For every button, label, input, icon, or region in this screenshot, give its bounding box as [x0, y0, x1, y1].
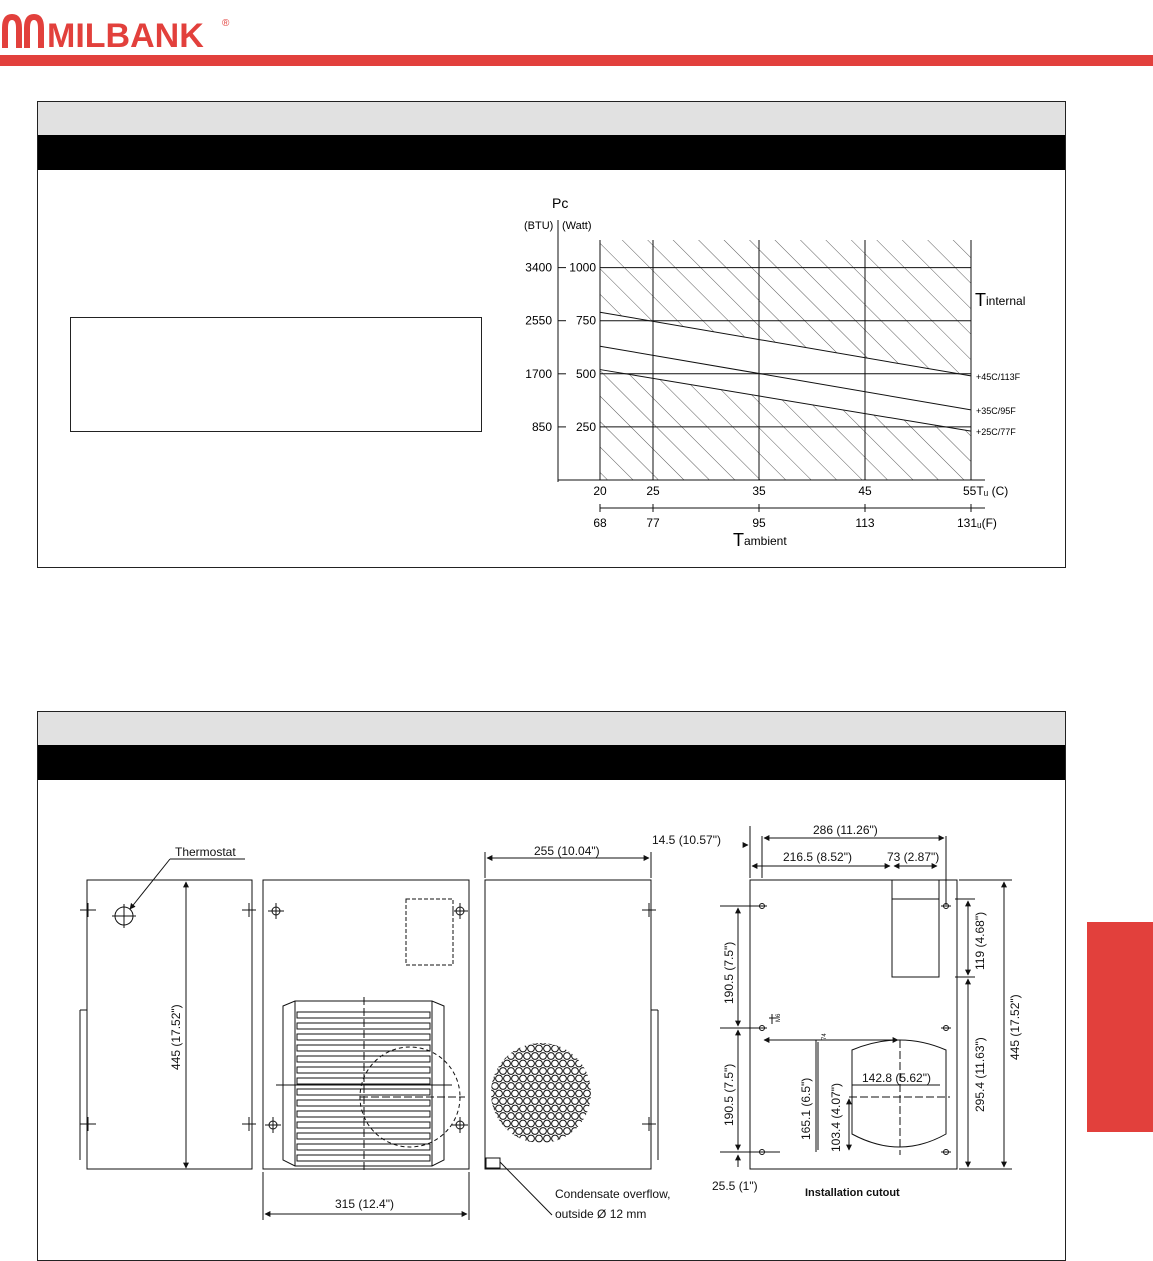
vent-hole [544, 1090, 551, 1097]
vent-hole [592, 1120, 599, 1127]
vent-hole [512, 1075, 519, 1082]
vent-hole [504, 1090, 511, 1097]
vent-hole [584, 1075, 591, 1082]
vent-hole [524, 1053, 531, 1060]
vent-hole [496, 1045, 503, 1052]
vent-hole [560, 1105, 567, 1112]
vent-hole [540, 1068, 547, 1075]
vent-hole [544, 1060, 551, 1067]
vent-hole [500, 1128, 507, 1135]
y-axis-symbol: Pc [552, 195, 569, 211]
vent-hole [500, 1083, 507, 1090]
series-label-0: +45C/113F [976, 371, 1021, 382]
vent-hole [556, 1098, 563, 1105]
vent-hole [504, 1045, 511, 1052]
vent-hole [592, 1045, 599, 1052]
vent-hole [568, 1045, 575, 1052]
vent-hole [492, 1053, 499, 1060]
vent-hole [560, 1060, 567, 1067]
vent-hole [528, 1060, 535, 1067]
vent-hole [564, 1038, 571, 1045]
vent-hole [540, 1113, 547, 1120]
vent-holes [484, 1038, 599, 1142]
series-label-1: +35C/95F [976, 405, 1016, 416]
thermostat-label: Thermostat [175, 845, 236, 859]
performance-panel [37, 101, 1066, 568]
vent-hole [572, 1098, 579, 1105]
x-tick-label-c: 20 [593, 484, 607, 498]
vent-hole [508, 1098, 515, 1105]
vent-hole [500, 1113, 507, 1120]
dim-25-5-label: 25.5 (1") [712, 1179, 758, 1193]
vent-hole [572, 1113, 579, 1120]
vent-hole [588, 1098, 595, 1105]
brand-logo [0, 8, 260, 52]
vent-hole [532, 1098, 539, 1105]
vent-hole [584, 1060, 591, 1067]
vent-hole [584, 1090, 591, 1097]
y-tick-label-watt: 500 [575, 366, 596, 381]
vent-hole [568, 1135, 575, 1142]
vent-hole [492, 1083, 499, 1090]
x-tick-label-f: 77 [646, 516, 660, 530]
vent-hole [552, 1105, 559, 1112]
vent-hole [564, 1068, 571, 1075]
vent-hole [552, 1090, 559, 1097]
y-unit-btu: (BTU) [524, 220, 554, 232]
vent-hole [540, 1038, 547, 1045]
vent-hole [564, 1083, 571, 1090]
vent-hole [528, 1105, 535, 1112]
vent-hole [540, 1128, 547, 1135]
vent-hole [560, 1075, 567, 1082]
vent-hole [560, 1120, 567, 1127]
vent-hole [488, 1135, 495, 1142]
vent-hole [488, 1120, 495, 1127]
dim-190-5-top-label: 190.5 (7.5") [722, 941, 736, 1004]
vent-hole [588, 1068, 595, 1075]
vent-hole [524, 1083, 531, 1090]
vent-hole [524, 1038, 531, 1045]
y-tick-label-watt: 250 [575, 419, 596, 434]
dim-165-1-label: 165.1 (6.5") [799, 1077, 813, 1140]
vent-hole [528, 1045, 535, 1052]
vent-hole [576, 1075, 583, 1082]
series-label-2: +25C/77F [976, 427, 1016, 438]
vent-hole [508, 1053, 515, 1060]
vent-hole [544, 1045, 551, 1052]
vent-hole [544, 1075, 551, 1082]
vent-hole [536, 1045, 543, 1052]
depth-255-label: 255 (10.04") [534, 844, 600, 858]
vent-hole [492, 1068, 499, 1075]
vent-hole [592, 1135, 599, 1142]
left-side-view [80, 859, 256, 1169]
width-315-label: 315 (12.4") [335, 1197, 394, 1211]
vent-hole [512, 1120, 519, 1127]
vent-hole [552, 1135, 559, 1142]
small-mark-1: M6 [776, 1013, 782, 1022]
vent-hole [496, 1075, 503, 1082]
dimension-drawing [0, 780, 1153, 1250]
vent-hole [536, 1060, 543, 1067]
vent-hole [568, 1075, 575, 1082]
vent-hole [524, 1128, 531, 1135]
vent-hole [536, 1135, 543, 1142]
x-tick-label-c: 55Tᵤ (C) [963, 484, 1009, 498]
vent-hole [552, 1120, 559, 1127]
vent-hole [584, 1120, 591, 1127]
y-tick-label-btu: 2550 [525, 313, 552, 328]
vent-hole [572, 1038, 579, 1045]
vent-hole [504, 1060, 511, 1067]
height-445-label: 445 (17.52") [169, 1004, 183, 1070]
vent-hole [564, 1128, 571, 1135]
x-tick-label-c: 45 [858, 484, 872, 498]
vent-hole [512, 1090, 519, 1097]
vent-hole [520, 1090, 527, 1097]
vent-hole [536, 1075, 543, 1082]
vent-hole [580, 1053, 587, 1060]
dim-103-4-label: 103.4 (4.07") [829, 1083, 843, 1152]
vent-hole [532, 1068, 539, 1075]
vent-hole [556, 1068, 563, 1075]
y-tick-label-btu: 3400 [525, 260, 552, 275]
vent-hole [528, 1090, 535, 1097]
vent-hole [496, 1105, 503, 1112]
vent-hole [560, 1135, 567, 1142]
vent-hole [552, 1045, 559, 1052]
vent-hole [592, 1090, 599, 1097]
vent-hole [548, 1128, 555, 1135]
vent-hole [564, 1053, 571, 1060]
vent-hole [552, 1060, 559, 1067]
vent-hole [524, 1098, 531, 1105]
vent-hole [548, 1098, 555, 1105]
vent-hole [572, 1128, 579, 1135]
vent-hole [516, 1068, 523, 1075]
y-tick-label-btu: 850 [531, 419, 552, 434]
x-tick-label-f: 68 [593, 516, 607, 530]
vent-hole [492, 1128, 499, 1135]
dim-73-label: 73 (2.87") [887, 850, 940, 864]
vent-hole [532, 1038, 539, 1045]
vent-hole [512, 1045, 519, 1052]
cutout-hole-icons [757, 904, 951, 1155]
vent-hole [572, 1068, 579, 1075]
vent-hole [576, 1060, 583, 1067]
vent-hole [568, 1090, 575, 1097]
vent-hole [508, 1113, 515, 1120]
vent-hole [560, 1045, 567, 1052]
vent-hole [508, 1128, 515, 1135]
vent-hole [536, 1105, 543, 1112]
vent-hole [564, 1113, 571, 1120]
vent-hole [548, 1068, 555, 1075]
vent-hole [588, 1128, 595, 1135]
vent-hole [500, 1068, 507, 1075]
vent-hole [496, 1120, 503, 1127]
dim-295-4-label: 295.4 (11.63") [973, 1037, 987, 1112]
vent-hole [584, 1105, 591, 1112]
vent-hole [492, 1038, 499, 1045]
vent-hole [556, 1113, 563, 1120]
vent-hole [564, 1098, 571, 1105]
front-view [263, 880, 469, 1220]
vent-hole [576, 1045, 583, 1052]
vent-hole [488, 1075, 495, 1082]
vent-hole [556, 1128, 563, 1135]
vent-hole [516, 1083, 523, 1090]
vent-hole [580, 1083, 587, 1090]
note-box [70, 317, 482, 432]
vent-hole [576, 1135, 583, 1142]
dim-190-5-bottom-label: 190.5 (7.5") [722, 1063, 736, 1126]
vent-hole [488, 1045, 495, 1052]
header-rule [0, 55, 1153, 66]
vent-hole [544, 1135, 551, 1142]
vent-hole [548, 1083, 555, 1090]
vent-hole [504, 1135, 511, 1142]
vent-hole [592, 1060, 599, 1067]
vent-hole [584, 1045, 591, 1052]
panel-title-band [38, 102, 1065, 136]
milbank-arch-icon [2, 14, 44, 48]
vent-hole [488, 1060, 495, 1067]
vent-hole [584, 1135, 591, 1142]
vent-hole [548, 1113, 555, 1120]
section-tab [1087, 922, 1153, 1132]
vent-hole [516, 1053, 523, 1060]
vent-hole [524, 1113, 531, 1120]
vent-hole [588, 1038, 595, 1045]
panel-subtitle-band [38, 135, 1065, 170]
vent-hole [500, 1038, 507, 1045]
vent-hole [488, 1090, 495, 1097]
vent-hole [556, 1038, 563, 1045]
panel-subtitle-band-2 [38, 745, 1065, 780]
dim-445-right-label: 445 (17.52") [1008, 994, 1022, 1060]
vent-hole [536, 1090, 543, 1097]
vent-hole [568, 1105, 575, 1112]
vent-hole [568, 1060, 575, 1067]
x-tick-label-f: 95 [752, 516, 766, 530]
vent-hole [500, 1053, 507, 1060]
vent-hole [576, 1105, 583, 1112]
vent-hole [528, 1120, 535, 1127]
vent-hole [520, 1045, 527, 1052]
vent-hole [548, 1053, 555, 1060]
vent-hole [520, 1105, 527, 1112]
vent-hole [528, 1135, 535, 1142]
vent-hole [496, 1060, 503, 1067]
vent-hole [532, 1083, 539, 1090]
dim-216-5-label: 216.5 (8.52") [783, 850, 852, 864]
y-tick-label-watt: 1000 [569, 260, 596, 275]
legend-title: Tinternal [975, 290, 1026, 310]
vent-hole [580, 1068, 587, 1075]
vent-hole [540, 1083, 547, 1090]
vent-hole [592, 1105, 599, 1112]
x-axis-label: Tambient [733, 530, 787, 550]
x-tick-label-f: 113 [855, 516, 875, 530]
vent-hole [488, 1105, 495, 1112]
vent-hole [492, 1113, 499, 1120]
vent-hole [504, 1075, 511, 1082]
condensate-label-1: Condensate overflow, [555, 1187, 671, 1201]
vent-hole [560, 1090, 567, 1097]
vent-hole [576, 1120, 583, 1127]
y-tick-label-btu: 1700 [525, 366, 552, 381]
vent-hole [588, 1053, 595, 1060]
vent-hole [496, 1135, 503, 1142]
vent-hole [516, 1113, 523, 1120]
vent-hole [532, 1053, 539, 1060]
vent-hole [516, 1038, 523, 1045]
vent-hole [576, 1090, 583, 1097]
vent-hole [504, 1120, 511, 1127]
installation-cutout [720, 826, 1012, 1169]
right-side-view [484, 852, 658, 1215]
y-tick-label-watt: 750 [575, 313, 596, 328]
vent-hole [540, 1098, 547, 1105]
x-tick-label-f: 131ᵤ(F) [957, 516, 997, 530]
condensate-label-2: outside Ø 12 mm [555, 1207, 647, 1221]
vent-hole [508, 1038, 515, 1045]
vent-hole [512, 1135, 519, 1142]
vent-hole [516, 1128, 523, 1135]
dim-286-label: 286 (11.26") [813, 823, 878, 837]
vent-hole [520, 1120, 527, 1127]
vent-hole [516, 1098, 523, 1105]
y-unit-watt: (Watt) [562, 220, 592, 232]
vent-hole [536, 1120, 543, 1127]
vent-hole [580, 1128, 587, 1135]
vent-hole [524, 1068, 531, 1075]
dim-142-8-label: 142.8 (5.62") [862, 1071, 931, 1085]
vent-hole [500, 1098, 507, 1105]
small-mark-2: 74 [822, 1033, 828, 1040]
vent-hole [520, 1135, 527, 1142]
dim-14-5-label: 14.5 (10.57") [652, 833, 721, 847]
vent-hole [592, 1075, 599, 1082]
x-tick-label-c: 35 [752, 484, 766, 498]
vent-hole [520, 1075, 527, 1082]
vent-hole [532, 1113, 539, 1120]
vent-hole [508, 1083, 515, 1090]
vent-hole [572, 1083, 579, 1090]
vent-hole [540, 1053, 547, 1060]
vent-hole [580, 1113, 587, 1120]
vent-hole [532, 1128, 539, 1135]
vent-hole [544, 1120, 551, 1127]
vent-hole [580, 1038, 587, 1045]
vent-hole [580, 1098, 587, 1105]
vent-hole [548, 1038, 555, 1045]
vent-hole [552, 1075, 559, 1082]
vent-hole [556, 1083, 563, 1090]
vent-hole [520, 1060, 527, 1067]
vent-hole [512, 1105, 519, 1112]
vent-hole [512, 1060, 519, 1067]
vent-hole [496, 1090, 503, 1097]
vent-hole [568, 1120, 575, 1127]
x-tick-label-c: 25 [646, 484, 660, 498]
brand-name: MILBANK [47, 17, 204, 52]
cutout-caption: Installation cutout [805, 1187, 900, 1199]
vent-hole [572, 1053, 579, 1060]
registered-mark: ® [222, 18, 230, 29]
vent-hole [528, 1075, 535, 1082]
dim-119-label: 119 (4.68") [973, 911, 987, 970]
vent-hole [588, 1083, 595, 1090]
vent-hole [556, 1053, 563, 1060]
vent-hole [588, 1113, 595, 1120]
vent-hole [504, 1105, 511, 1112]
vent-hole [508, 1068, 515, 1075]
vent-hole [544, 1105, 551, 1112]
panel-title-band-2 [38, 712, 1065, 746]
vent-hole [492, 1098, 499, 1105]
